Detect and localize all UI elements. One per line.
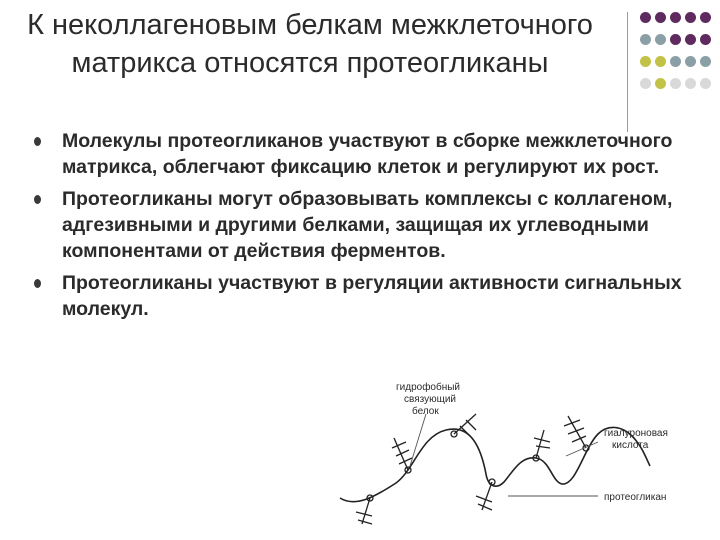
decorative-dot <box>640 12 651 23</box>
bullet-item <box>32 186 692 264</box>
decorative-dot <box>700 12 711 23</box>
decorative-dot <box>670 56 681 67</box>
decorative-dot <box>640 34 651 45</box>
label-hydrophobic-line1: гидрофобный <box>396 382 461 393</box>
decorative-dot <box>685 56 696 67</box>
bullet-text: Молекулы протеогликанов участвуют в сборке межклеточного матрикса, облегчают фиксацию клеток и регулируют их рост. <box>62 130 673 178</box>
decorative-dot <box>655 78 666 89</box>
decorative-dot <box>685 12 696 23</box>
decorative-divider <box>627 12 628 132</box>
decorative-dot <box>685 78 696 89</box>
proteoglycan-bristles <box>356 414 589 524</box>
decorative-dot <box>640 78 651 89</box>
decorative-dot <box>685 34 696 45</box>
decorative-dot <box>655 12 666 23</box>
label-proteoglycan: протеогликан <box>604 492 667 503</box>
bullet-text: Протеогликаны могут образовывать комплексы с коллагеном, адгезивными и другими белками, защищая их углеводными компонентами от действия ферментов. <box>62 188 673 262</box>
bullet-marker-icon <box>34 279 41 288</box>
slide-title: К неколлагеновым белкам межклеточного матрикса относятся протеогликаны <box>27 9 593 79</box>
leader-lines <box>410 414 598 496</box>
decorative-dot <box>670 12 681 23</box>
label-hyaluronic-line1: гиалуроновая <box>604 428 668 439</box>
decorative-dot <box>700 34 711 45</box>
decorative-dot <box>655 56 666 67</box>
decorative-dot <box>700 78 711 89</box>
bullet-item <box>32 128 692 180</box>
label-hydrophobic-line2: связующий <box>404 394 456 405</box>
decorative-dot <box>640 56 651 67</box>
decorative-dot <box>655 34 666 45</box>
label-hydrophobic-line3: белок <box>412 406 439 417</box>
label-hyaluronic-line2: кислота <box>612 440 649 451</box>
decorative-dot <box>700 56 711 67</box>
bullet-marker-icon <box>34 195 41 204</box>
decorative-dot <box>670 34 681 45</box>
decorative-dot <box>670 78 681 89</box>
bullet-marker-icon <box>34 137 41 146</box>
bullet-text: Протеогликаны участвуют в регуляции активности сигнальных молекул. <box>62 272 682 320</box>
proteoglycan-diagram <box>336 378 720 540</box>
bullet-item <box>32 270 692 322</box>
bullet-list <box>32 128 692 328</box>
decorative-dot-grid <box>640 12 716 108</box>
